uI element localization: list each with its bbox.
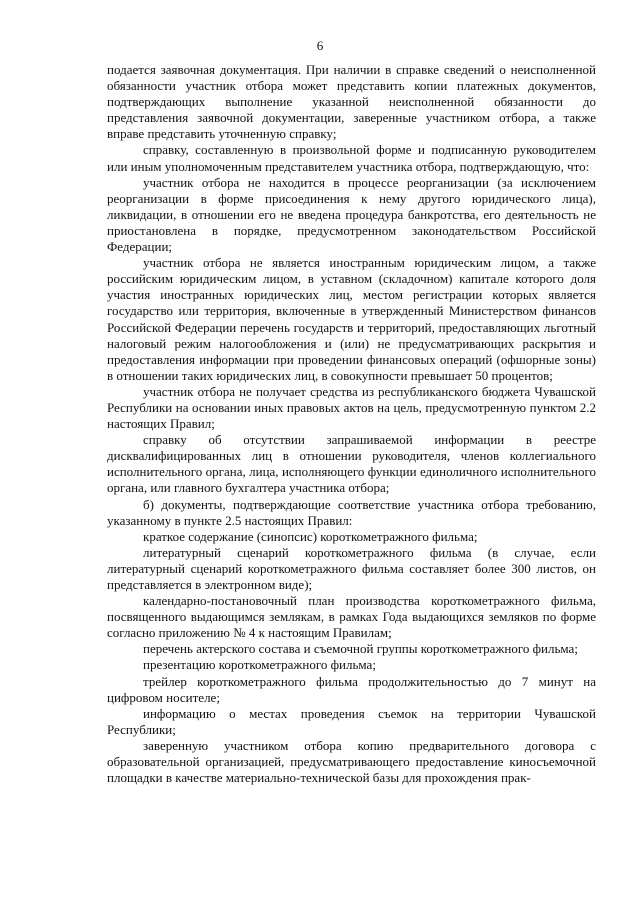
paragraph: информацию о местах проведения съемок на территории Чувашской Республики; <box>107 705 596 737</box>
document-body <box>107 62 596 786</box>
paragraph: литературный сценарий короткометражного фильма (в случае, если литературный сценарий короткометражного фильма составляет более 300 листов, он представляется в электронном виде); <box>107 544 596 592</box>
paragraph: справку об отсутствии запрашиваемой информации в реестре дисквалифицированных лиц в отношении руководителя, членов коллегиального исполнительного органа, лица, исполняющего функции единоличного исполнительного органа, или главного бухгалтера участника отбора; <box>107 432 596 496</box>
paragraph: б) документы, подтверждающие соответствие участника отбора требованию, указанному в пункте 2.5 настоящих Правил: <box>107 496 596 528</box>
paragraph: подается заявочная документация. При наличии в справке сведений о неисполненной обязанности участник отбора может представить копии платежных документов, подтверждающих выполнение указанной неисполненной обязанности до представления заявочной документации, заверенные участником отбора, а также вправе представить уточненную справку; <box>107 62 596 142</box>
paragraph: трейлер короткометражного фильма продолжительностью до 7 минут на цифровом носителе; <box>107 673 596 705</box>
paragraph: участник отбора не получает средства из республиканского бюджета Чувашской Республики на основании иных правовых актов на цель, предусмотренную пунктом 2.2 настоящих Правил; <box>107 383 596 432</box>
paragraph: календарно-постановочный план производства короткометражного фильма, посвященного выдающимся землякам, в рамках Года выдающихся земляков по форме согласно приложению № 4 к настоящим Правилам; <box>107 593 596 641</box>
paragraph: презентацию короткометражного фильма; <box>143 657 376 673</box>
paragraph: участник отбора не является иностранным юридическим лицом, а также российским юридическим лицом, в уставном (складочном) капитале которого доля участия иностранных юридических лиц, местом регистрации которых является государство или территория, включенные в утвержденный Министерством финансов Российской Федерации перечень государств и территорий, предоставляющих льготный налоговый режим налогообложения и (или) не предусматривающих раскрытия и предоставления информации при проведении финансовых операций (офшорные зоны) в отношении таких юридических лиц, в совокупности превышает 50 процентов; <box>107 255 596 383</box>
paragraph: участник отбора не находится в процессе реорганизации (за исключением реорганизации в форме присоединения к нему другого юридического лица), ликвидации, в отношении его не введена процедура банкротства, его деятельность не приостановлена в порядке, предусмотренном законодательством Российской Федерации; <box>107 174 596 255</box>
paragraph: справку, составленную в произвольной форме и подписанную руководителем или иным уполномоченным представителем участника отбора, подтверждающую, что: <box>107 142 596 174</box>
paragraph: перечень актерского состава и съемочной группы короткометражного фильма; <box>143 641 578 657</box>
page-number: 6 <box>316 38 324 53</box>
paragraph: заверенную участником отбора копию предварительного договора с образовательной организацией, предусматривающего предоставление киносъемочной площадки в качестве материально-технической базы для прохождения прак- <box>107 737 596 786</box>
paragraph: краткое содержание (синопсис) короткометражного фильма; <box>143 528 478 544</box>
